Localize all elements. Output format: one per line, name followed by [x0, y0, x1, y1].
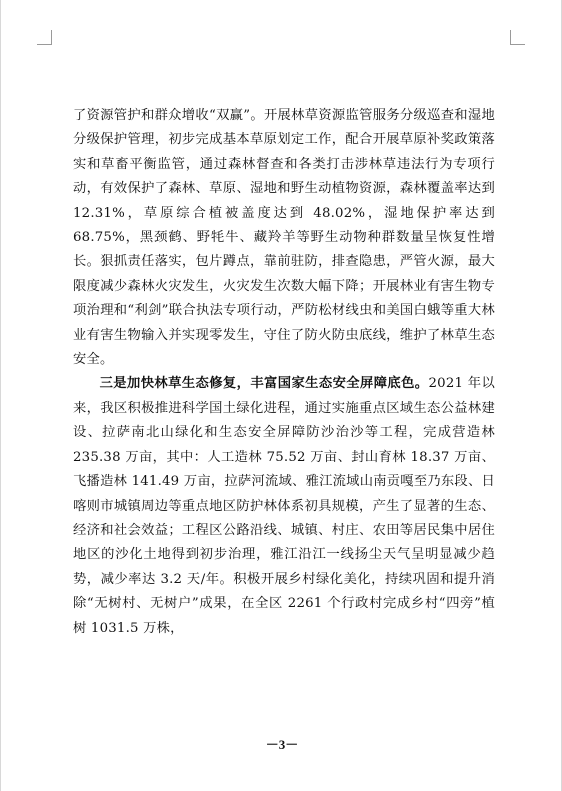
- paragraph-2-heading: 三是加快林草生态修复，丰富国家生态安全屏障底色。: [99, 376, 429, 392]
- paragraph-2: [73, 372, 495, 640]
- paragraph-2-body: 2021 年以来，我区积极推进科学国土绿化进程，通过实施重点区域生态公益林建设、拉萨南北山绿化和生态安全屏障防沙治沙等工程，完成营造林 235.38 万亩，其中：人工造林 75.52 万亩、封山育林 18.37 万亩、飞播造林 141.49 万亩，拉萨河流域、雅江流域山南贡嘎至乃东段、日喀则市城镇周边等重点地区防护林体系初具规模，产生了显著的生态、经济和社会效益；工程区公路沿线、城镇、村庄、农田等居民集中居住地区的沙化土地得到初步治理，雅江沿江一线扬尘天气呈明显减少趋势，减少率达 3.2 天/年。积极开展乡村绿化美化，持续巩固和提升消除“无树村、无树户”成果，在全区 2261 个行政村完成乡村“四旁”植树 1031.5 万株，: [73, 376, 495, 636]
- document-body: [73, 104, 495, 641]
- crop-mark-top-right: [510, 30, 525, 45]
- crop-mark-top-left: [37, 30, 52, 45]
- paragraph-1: 了资源管护和群众增收“双赢”。开展林草资源监管服务分级巡查和湿地分级保护管理，初步完成基本草原划定工作，配合开展草原补奖政策落实和草畜平衡监管，通过森林督查和各类打击涉林草违法行为专项行动，有效保护了森林、草原、湿地和野生动植物资源，森林覆盖率达到 12.31%，草原综合植被盖度达到 48.02%，湿地保护率达到 68.75%，黑颈鹤、野牦牛、藏羚羊等野生动物种群数量呈恢复性增长。狠抓责任落实，包片蹲点，靠前驻防，排查隐患，严管火源，最大限度减少森林火灾发生，火灾发生次数大幅下降；开展林业有害生物专项治理和“利剑”联合执法专项行动，严防松材线虫和美国白蛾等重大林业有害生物输入并实现零发生，守住了防火防虫底线，维护了林草生态安全。: [73, 108, 495, 368]
- page-number: －3－: [265, 737, 299, 752]
